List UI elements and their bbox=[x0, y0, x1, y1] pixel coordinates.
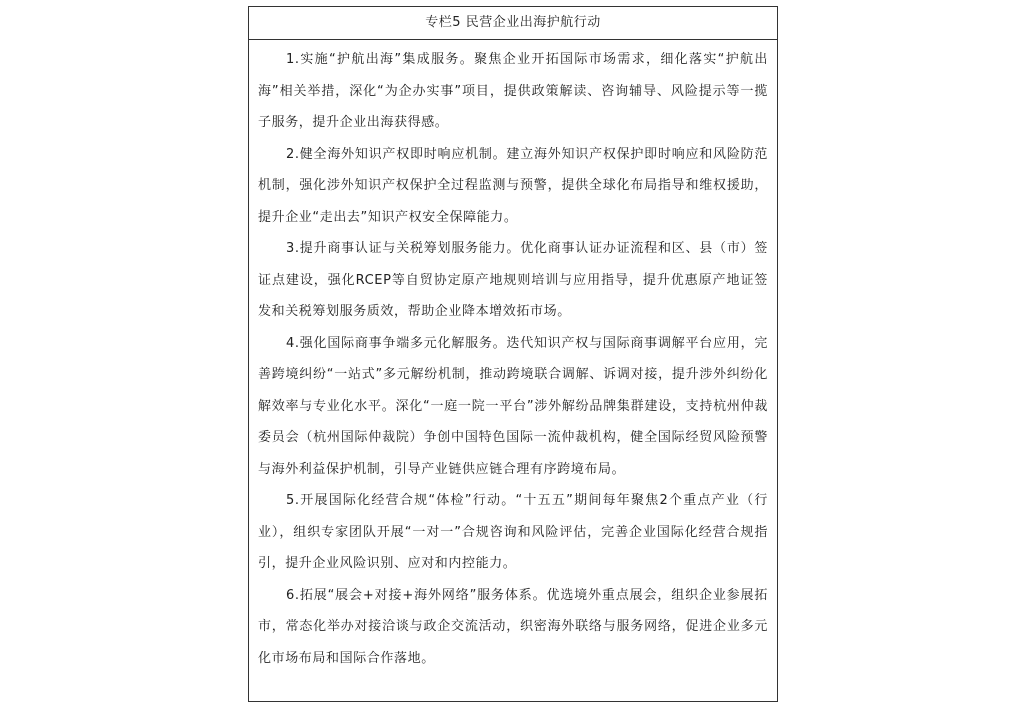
paragraph-item-6: 6.拓展“展会+对接+海外网络”服务体系。优选境外重点展会，组织企业参展拓市，常态化举办对接洽谈与政企交流活动，织密海外联络与服务网络，促进企业多元化市场布局和国际合作落地。 bbox=[258, 587, 768, 666]
paragraph-item-1: 1.实施“护航出海”集成服务。聚焦企业开拓国际市场需求，细化落实“护航出海”相关举措，深化“为企办实事”项目，提供政策解读、咨询辅导、风险提示等一揽子服务，提升企业出海获得感。 bbox=[258, 52, 768, 130]
column-body bbox=[249, 40, 777, 674]
paragraph-item-5: 5.开展国际化经营合规“体检”行动。“十五五”期间每年聚焦2个重点产业（行业），组织专家团队开展“一对一”合规咨询和风险评估，完善企业国际化经营合规指引，提升企业风险识别、应对和内控能力。 bbox=[258, 493, 768, 571]
paragraph-item-3: 3.提升商事认证与关税筹划服务能力。优化商事认证办证流程和区、县（市）签证点建设，强化RCEP等自贸协定原产地规则培训与应用指导，提升优惠原产地证签发和关税筹划服务质效，帮助企业降本增效拓市场。 bbox=[258, 241, 768, 319]
paragraph-item-2: 2.健全海外知识产权即时响应机制。建立海外知识产权保护即时响应和风险防范机制，强化涉外知识产权保护全过程监测与预警，提供全球化布局指导和维权援助，提升企业“走出去”知识产权安全保障能力。 bbox=[258, 146, 768, 225]
special-column-box bbox=[248, 6, 778, 702]
paragraph-item-4: 4.强化国际商事争端多元化解服务。迭代知识产权与国际商事调解平台应用，完善跨境纠纷“一站式”多元解纷机制，推动跨境联合调解、诉调对接，提升涉外纠纷化解效率与专业化水平。深化“一庭一院一平台”涉外解纷品牌集群建设，支持杭州仲裁委员会（杭州国际仲裁院）争创中国特色国际一流仲裁机构，健全国际经贸风险预警与海外利益保护机制，引导产业链供应链合理有序跨境布局。 bbox=[258, 335, 768, 477]
column-title: 专栏5 民营企业出海护航行动 bbox=[249, 7, 777, 40]
